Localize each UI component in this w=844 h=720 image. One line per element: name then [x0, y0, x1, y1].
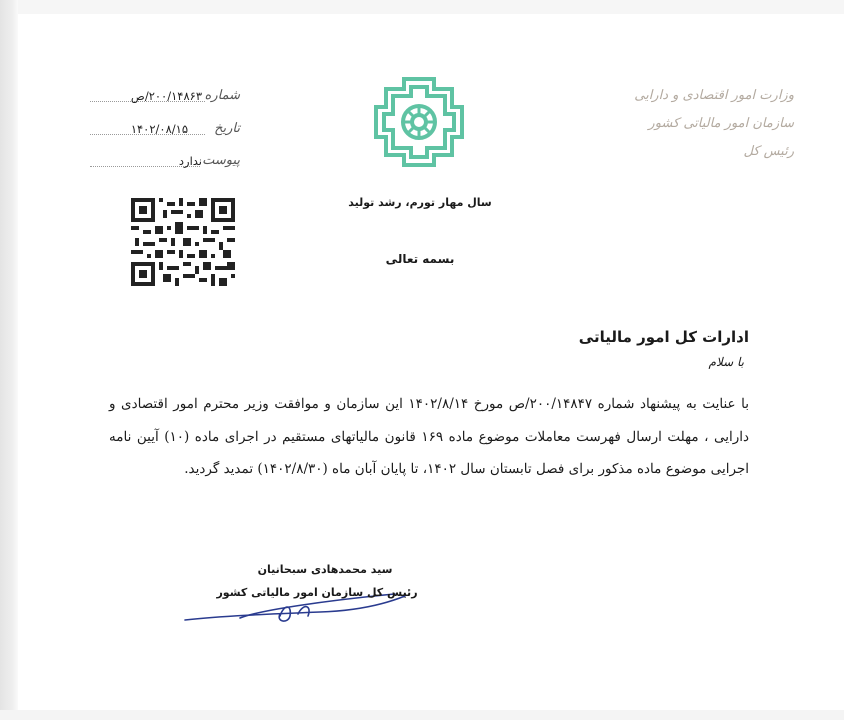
- scan-left-edge: [0, 0, 18, 720]
- tax-organization-emblem-icon: [372, 75, 466, 169]
- scan-bottom-edge: [0, 710, 844, 720]
- letter-greeting: با سلام: [708, 355, 744, 369]
- signatory-title: رئیس کل سازمان امور مالیاتی کشور: [216, 586, 418, 599]
- handwritten-signature: [180, 570, 410, 630]
- letter-number-row: [90, 88, 240, 110]
- letter-date-row: [90, 121, 240, 143]
- ministry-line-3: رئیس کل: [743, 144, 794, 159]
- ministry-line-1: وزارت امور اقتصادی و دارایی: [634, 88, 794, 103]
- letter-attachment-row: [90, 153, 240, 175]
- letter-date-value: ۱۴۰۲/۰۸/۱۵: [130, 122, 188, 136]
- letter-attachment-label: پیوست: [202, 153, 240, 168]
- letter-body: با عنایت به پیشنهاد شماره ۲۰۰/۱۴۸۴۷/ص مورخ ۱۴۰۲/۸/۱۴ این سازمان و موافقت وزیر محترم امور اقتصادی و دارایی ، مهلت ارسال فهرست معاملات موضوع ماده ۱۶۹ قانون مالیاتهای مستقیم در اجرای ماده (۱۰) آیین نامه اجرایی موضوع ماده مذکور برای فصل تابستان سال ۱۴۰۲، تا پایان آبان ماه (۱۴۰۲/۸/۳۰) تمدید گردید.: [109, 396, 749, 477]
- letter-number-value: ۲۰۰/۱۴۸۶۳/ص: [130, 89, 202, 103]
- letter-date-label: تاریخ: [214, 121, 240, 136]
- letter-attachment-value: ندارد: [178, 154, 202, 168]
- scan-top-edge: [0, 0, 844, 14]
- year-slogan: سال مهار تورم، رشد تولید: [348, 196, 492, 209]
- qr-code-icon: [131, 198, 235, 286]
- ministry-header: [564, 82, 794, 166]
- letter-number-label: شماره: [204, 88, 240, 103]
- ministry-line-2: سازمان امور مالیاتی کشور: [648, 116, 794, 131]
- letter-recipient: ادارات کل امور مالیاتی: [578, 328, 749, 346]
- bismillah-heading: بسمه تعالی: [385, 252, 455, 266]
- signatory-name: سید محمدهادی سبحانیان: [257, 563, 393, 576]
